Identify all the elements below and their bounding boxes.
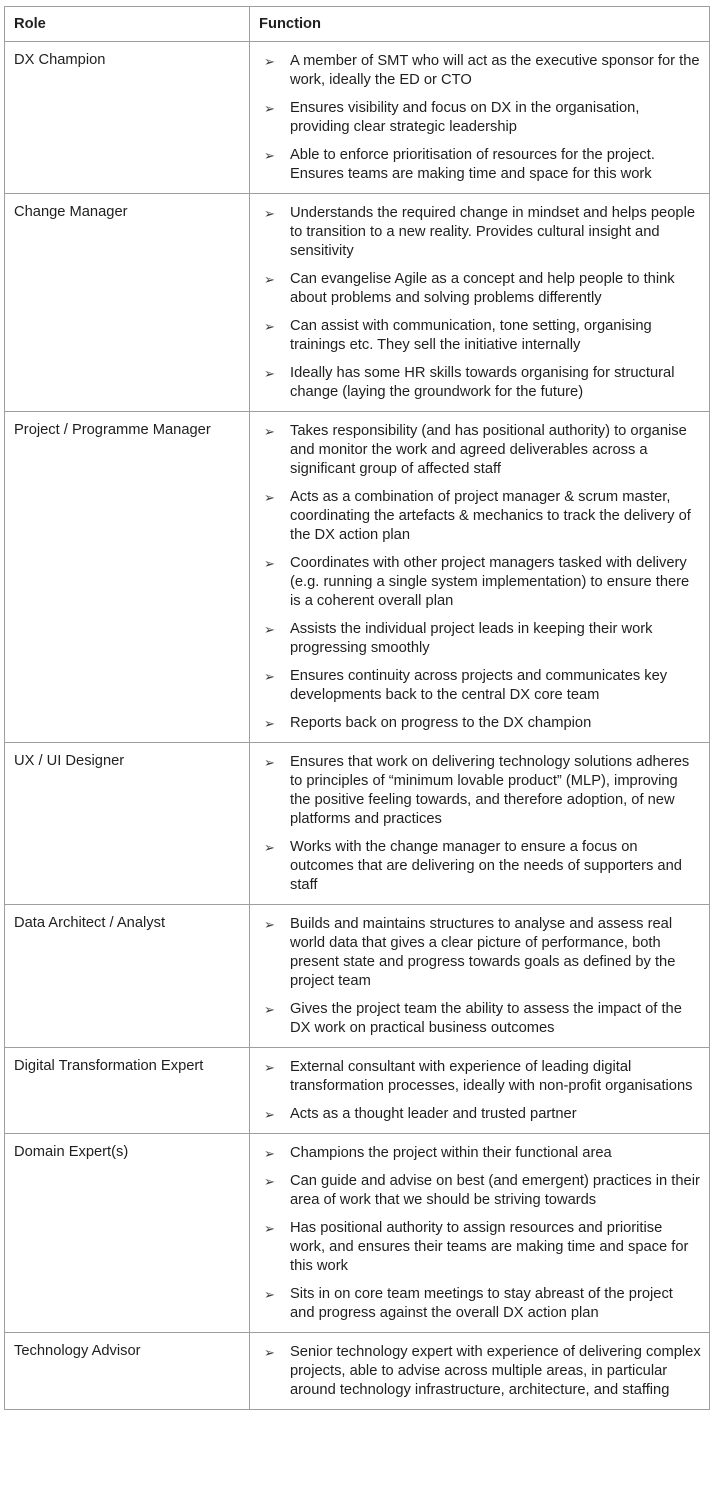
function-text: Ensures visibility and focus on DX in the organisation, providing clear strategic leadership xyxy=(290,100,640,135)
role-cell: Technology Advisor xyxy=(5,1333,250,1410)
roles-table xyxy=(4,6,710,1410)
arrow-bullet-icon: ➢ xyxy=(264,755,275,770)
function-text: Senior technology expert with experience of delivering complex projects, able to advise across multiple areas, in particular around technology infrastructure, architecture, and staffing xyxy=(290,1344,701,1398)
function-cell xyxy=(250,905,710,1048)
list-item xyxy=(264,488,701,545)
list-item xyxy=(264,1285,701,1323)
list-item xyxy=(264,1000,701,1038)
list-item xyxy=(264,1105,701,1124)
list-item xyxy=(264,99,701,137)
list-item xyxy=(264,422,701,479)
function-cell xyxy=(250,1048,710,1134)
function-text: Champions the project within their functional area xyxy=(290,1145,612,1161)
arrow-bullet-icon: ➢ xyxy=(264,1287,275,1302)
list-item xyxy=(264,667,701,705)
table-row xyxy=(5,1134,710,1333)
table-row xyxy=(5,743,710,905)
arrow-bullet-icon: ➢ xyxy=(264,1221,275,1236)
function-text: Ensures that work on delivering technology solutions adheres to principles of “minimum lovable product” (MLP), improving the positive feeling towards, and therefore adoption, of new platforms and practices xyxy=(290,754,690,827)
arrow-bullet-icon: ➢ xyxy=(264,1345,275,1360)
function-text: Ensures continuity across projects and communicates key developments back to the central DX core team xyxy=(290,668,668,703)
arrow-bullet-icon: ➢ xyxy=(264,366,275,381)
function-text: Has positional authority to assign resources and prioritise work, and ensures their teams are making time and space for this work xyxy=(290,1220,689,1274)
function-text: Able to enforce prioritisation of resources for the project. Ensures teams are making time and space for this work xyxy=(290,147,655,182)
arrow-bullet-icon: ➢ xyxy=(264,840,275,855)
function-text: Ideally has some HR skills towards organising for structural change (laying the groundwork for the future) xyxy=(290,365,675,400)
function-text: Reports back on progress to the DX champion xyxy=(290,715,592,731)
arrow-bullet-icon: ➢ xyxy=(264,148,275,163)
function-text: Assists the individual project leads in keeping their work progressing smoothly xyxy=(290,621,653,656)
function-text: Acts as a combination of project manager & scrum master, coordinating the artefacts & mechanics to track the delivery of the DX action plan xyxy=(290,489,691,543)
arrow-bullet-icon: ➢ xyxy=(264,1174,275,1189)
function-cell xyxy=(250,194,710,412)
function-cell xyxy=(250,42,710,194)
table-row xyxy=(5,1048,710,1134)
list-item xyxy=(264,915,701,991)
table-row xyxy=(5,194,710,412)
function-cell xyxy=(250,743,710,905)
function-text: External consultant with experience of leading digital transformation processes, ideally with non-profit organisations xyxy=(290,1059,693,1094)
role-cell: UX / UI Designer xyxy=(5,743,250,905)
header-row xyxy=(5,7,710,42)
list-item xyxy=(264,1144,701,1163)
arrow-bullet-icon: ➢ xyxy=(264,319,275,334)
arrow-bullet-icon: ➢ xyxy=(264,490,275,505)
arrow-bullet-icon: ➢ xyxy=(264,716,275,731)
arrow-bullet-icon: ➢ xyxy=(264,1107,275,1122)
role-cell: Domain Expert(s) xyxy=(5,1134,250,1333)
list-item xyxy=(264,317,701,355)
list-item xyxy=(264,364,701,402)
table-row xyxy=(5,412,710,743)
function-text: Understands the required change in mindset and helps people to transition to a new reality. Provides cultural insight and sensitivity xyxy=(290,205,695,259)
arrow-bullet-icon: ➢ xyxy=(264,54,275,69)
function-text: Can evangelise Agile as a concept and help people to think about problems and solving problems differently xyxy=(290,271,675,306)
list-item xyxy=(264,146,701,184)
arrow-bullet-icon: ➢ xyxy=(264,206,275,221)
arrow-bullet-icon: ➢ xyxy=(264,1146,275,1161)
arrow-bullet-icon: ➢ xyxy=(264,424,275,439)
role-cell: Digital Transformation Expert xyxy=(5,1048,250,1134)
arrow-bullet-icon: ➢ xyxy=(264,272,275,287)
function-text: Acts as a thought leader and trusted partner xyxy=(290,1106,577,1122)
table-row xyxy=(5,905,710,1048)
arrow-bullet-icon: ➢ xyxy=(264,669,275,684)
role-cell: DX Champion xyxy=(5,42,250,194)
function-text: Builds and maintains structures to analyse and assess real world data that gives a clear picture of performance, both present state and progress towards goals as defined by the project team xyxy=(290,916,676,989)
function-column-header: Function xyxy=(250,7,710,42)
function-cell xyxy=(250,1333,710,1410)
function-text: Coordinates with other project managers tasked with delivery (e.g. running a single system implementation) to ensure there is a coherent overall plan xyxy=(290,555,690,609)
function-list xyxy=(264,1058,701,1124)
table-body xyxy=(5,42,710,1410)
function-cell xyxy=(250,1134,710,1333)
list-item xyxy=(264,554,701,611)
list-item xyxy=(264,1058,701,1096)
list-item xyxy=(264,204,701,261)
function-text: Can assist with communication, tone setting, organising trainings etc. They sell the initiative internally xyxy=(290,318,652,353)
list-item xyxy=(264,753,701,829)
table-row xyxy=(5,42,710,194)
function-list xyxy=(264,52,701,184)
function-text: Gives the project team the ability to assess the impact of the DX work on practical business outcomes xyxy=(290,1001,682,1036)
role-cell: Project / Programme Manager xyxy=(5,412,250,743)
role-cell: Change Manager xyxy=(5,194,250,412)
function-text: Takes responsibility (and has positional authority) to organise and monitor the work and agreed deliverables across a significant group of affected staff xyxy=(290,423,687,477)
function-list xyxy=(264,204,701,402)
list-item xyxy=(264,838,701,895)
arrow-bullet-icon: ➢ xyxy=(264,917,275,932)
table-row xyxy=(5,1333,710,1410)
function-list xyxy=(264,1144,701,1323)
function-cell xyxy=(250,412,710,743)
arrow-bullet-icon: ➢ xyxy=(264,622,275,637)
arrow-bullet-icon: ➢ xyxy=(264,556,275,571)
list-item xyxy=(264,52,701,90)
list-item xyxy=(264,1219,701,1276)
function-list xyxy=(264,915,701,1038)
function-text: A member of SMT who will act as the executive sponsor for the work, ideally the ED or CTO xyxy=(290,53,700,88)
list-item xyxy=(264,714,701,733)
arrow-bullet-icon: ➢ xyxy=(264,1002,275,1017)
list-item xyxy=(264,270,701,308)
list-item xyxy=(264,1172,701,1210)
function-list xyxy=(264,1343,701,1400)
function-text: Can guide and advise on best (and emergent) practices in their area of work that we should be striving towards xyxy=(290,1173,700,1208)
list-item xyxy=(264,1343,701,1400)
list-item xyxy=(264,620,701,658)
function-list xyxy=(264,753,701,895)
function-text: Sits in on core team meetings to stay abreast of the project and progress against the overall DX action plan xyxy=(290,1286,673,1321)
function-text: Works with the change manager to ensure a focus on outcomes that are delivering on the needs of supporters and staff xyxy=(290,839,682,893)
arrow-bullet-icon: ➢ xyxy=(264,1060,275,1075)
arrow-bullet-icon: ➢ xyxy=(264,101,275,116)
function-list xyxy=(264,422,701,733)
role-column-header: Role xyxy=(5,7,250,42)
role-cell: Data Architect / Analyst xyxy=(5,905,250,1048)
